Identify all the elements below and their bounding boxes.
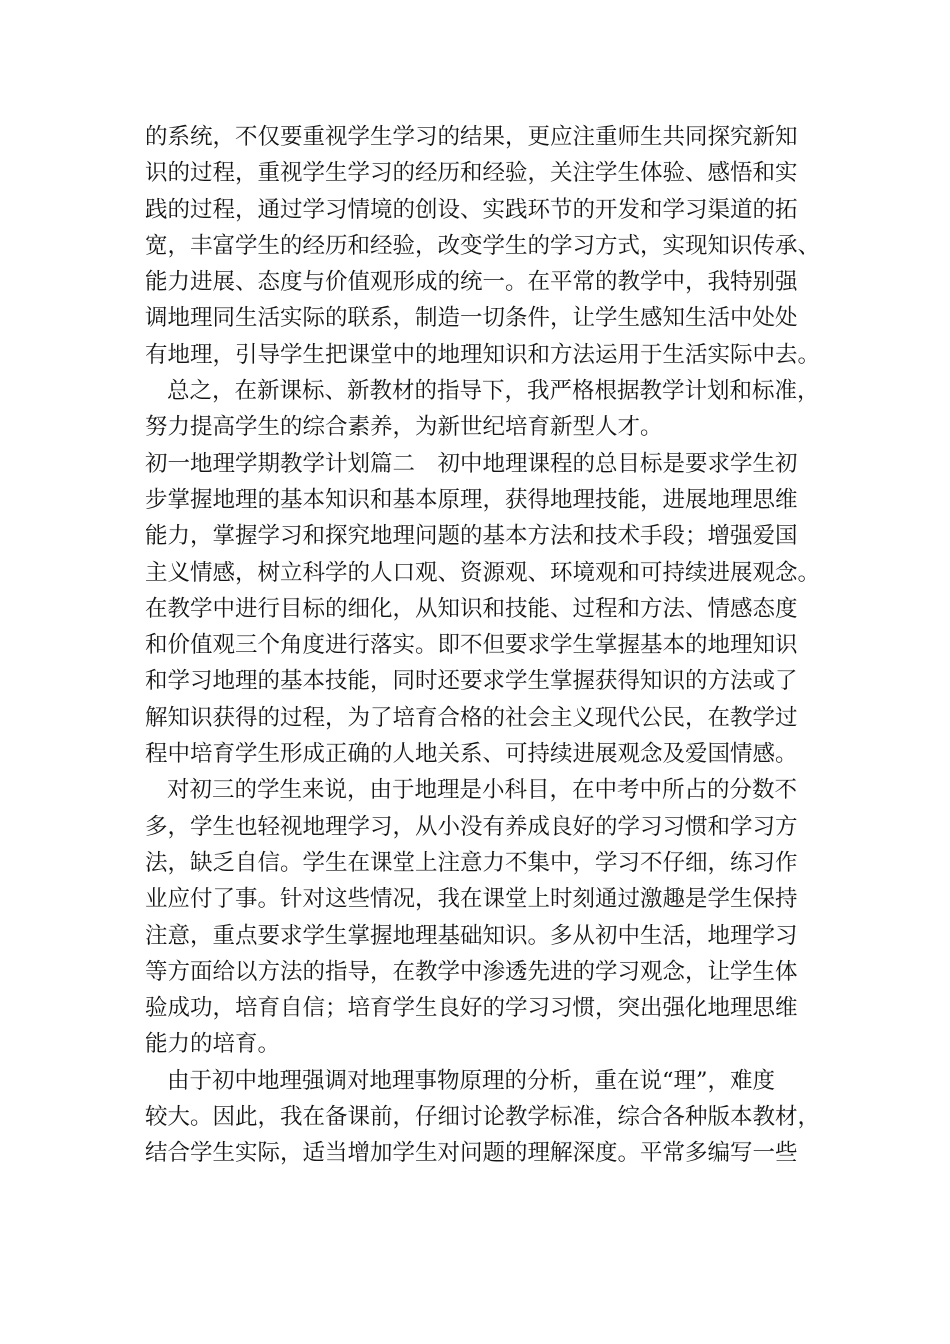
text-line: 调地理同生活实际的联系，制造一切条件，让学生感知生活中处处 [145, 305, 798, 332]
text-line: 步掌握地理的基本知识和基本原理，获得地理技能，进展地理思维 [145, 486, 798, 513]
text-line: 在教学中进行目标的细化，从知识和技能、过程和方法、情感态度 [145, 595, 798, 622]
body-text [145, 119, 821, 1172]
text-line: 和学习地理的基本技能，同时还要求学生掌握获得知识的方法或了 [145, 668, 798, 695]
text-line: 宽，丰富学生的经历和经验，改变学生的学习方式，实现知识传承、 [145, 232, 821, 259]
text-line: 能力，掌握学习和探究地理问题的基本方法和技术手段；增强爱国 [145, 523, 798, 550]
text-line: 总之，在新课标、新教材的指导下，我严格根据教学计划和标准， [167, 378, 820, 405]
text-line: 结合学生实际，适当增加学生对问题的理解深度。平常多编写一些 [145, 1140, 798, 1167]
text-line: 程中培育学生形成正确的人地关系、可持续进展观念及爱国情感。 [145, 741, 798, 768]
text-line: 践的过程，通过学习情境的创设、实践环节的开发和学习渠道的拓 [145, 196, 798, 223]
text-line: 由于初中地理强调对地理事物原理的分析，重在说“理”，难度 [167, 1067, 776, 1094]
text-line: 注意，重点要求学生掌握地理基础知识。多从初中生活，地理学习 [145, 922, 798, 949]
text-line: 对初三的学生来说，由于地理是小科目，在中考中所占的分数不 [167, 777, 798, 804]
section-heading-line: 初一地理学期教学计划篇二 初中地理课程的总目标是要求学生初 [145, 450, 798, 477]
text-line: 法，缺乏自信。学生在课堂上注意力不集中，学习不仔细，练习作 [145, 849, 798, 876]
text-line: 主义情感，树立科学的人口观、资源观、环境观和可持续进展观念。 [145, 559, 821, 586]
text-line: 识的过程，重视学生学习的经历和经验，关注学生体验、感悟和实 [145, 160, 798, 187]
text-line: 较大。因此，我在备课前，仔细讨论教学标准，综合各种版本教材， [145, 1104, 821, 1131]
text-line: 和价值观三个角度进行落实。即不但要求学生掌握基本的地理知识 [145, 632, 798, 659]
text-line: 能力进展、态度与价值观形成的统一。在平常的教学中，我特别强 [145, 269, 798, 296]
text-line: 验成功，培育自信；培育学生良好的学习习惯，突出强化地理思维 [145, 995, 798, 1022]
text-line: 有地理，引导学生把课堂中的地理知识和方法运用于生活实际中去。 [145, 341, 821, 368]
text-line: 等方面给以方法的指导，在教学中渗透先进的学习观念，让学生体 [145, 958, 798, 985]
text-line: 业应付了事。针对这些情况，我在课堂上时刻通过激趣是学生保持 [145, 886, 798, 913]
text-line: 努力提高学生的综合素养，为新世纪培育新型人才。 [145, 414, 663, 441]
text-line: 能力的培育。 [145, 1031, 281, 1058]
text-line: 多，学生也轻视地理学习，从小没有养成良好的学习习惯和学习方 [145, 813, 798, 840]
text-line: 的系统，不仅要重视学生学习的结果，更应注重师生共同探究新知 [145, 124, 798, 150]
text-line: 解知识获得的过程，为了培育合格的社会主义现代公民，在教学过 [145, 704, 798, 731]
